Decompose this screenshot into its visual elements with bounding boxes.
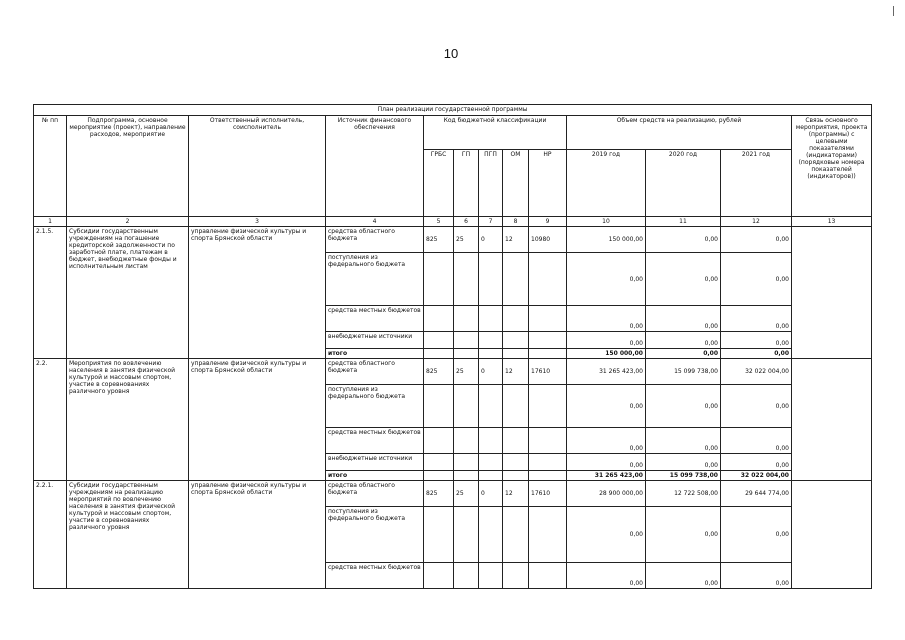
gp-cell xyxy=(454,507,479,563)
nr-cell xyxy=(529,253,567,306)
gp-cell xyxy=(454,428,479,454)
pgp-cell xyxy=(479,428,503,454)
gp-cell xyxy=(454,306,479,332)
col-number: 5 xyxy=(424,217,454,227)
gp-cell xyxy=(454,332,479,349)
col-number: 7 xyxy=(479,217,503,227)
col-number: 2 xyxy=(67,217,189,227)
pgp-cell xyxy=(479,306,503,332)
table-row xyxy=(34,359,872,385)
grbs-cell: 825 xyxy=(424,359,454,385)
gp-cell: 25 xyxy=(454,227,479,253)
pgp-cell xyxy=(479,471,503,481)
om-cell: 12 xyxy=(503,359,529,385)
value-2019: 0,00 xyxy=(567,428,646,454)
om-cell xyxy=(503,349,529,359)
nr-cell xyxy=(529,563,567,589)
value-2019: 150 000,00 xyxy=(567,227,646,253)
link-cell xyxy=(792,359,872,481)
grbs-cell xyxy=(424,385,454,428)
source-cell: поступления из федерального бюджета xyxy=(326,253,424,306)
pgp-cell xyxy=(479,349,503,359)
col-number: 8 xyxy=(503,217,529,227)
gp-cell xyxy=(454,454,479,471)
source-cell: средства областного бюджета xyxy=(326,481,424,507)
header-link: Связь основного мероприятия, проекта (программы) с целевыми показателями (индикаторами) (порядковые номера показателей (индикаторов)) xyxy=(792,116,872,217)
value-2021: 0,00 xyxy=(721,563,792,589)
col-number: 11 xyxy=(646,217,721,227)
table-row xyxy=(34,227,872,253)
value-2020: 0,00 xyxy=(646,332,721,349)
header-grbs: ГРБС xyxy=(424,150,454,217)
header-budget-class: Код бюджетной классификации xyxy=(424,116,567,150)
header-num: № пп xyxy=(34,116,67,217)
column-numbers-row xyxy=(34,217,872,227)
gp-cell: 25 xyxy=(454,359,479,385)
pgp-cell: 0 xyxy=(479,227,503,253)
col-number: 6 xyxy=(454,217,479,227)
value-2020: 12 722 508,00 xyxy=(646,481,721,507)
value-2020: 0,00 xyxy=(646,385,721,428)
grbs-cell xyxy=(424,507,454,563)
col-number: 9 xyxy=(529,217,567,227)
header-2020: 2020 год xyxy=(646,150,721,217)
source-cell: средства местных бюджетов xyxy=(326,306,424,332)
col-number: 3 xyxy=(189,217,326,227)
value-2021: 0,00 xyxy=(721,385,792,428)
pgp-cell xyxy=(479,454,503,471)
pgp-cell xyxy=(479,507,503,563)
row-executor: управление физической культуры и спорта Брянской области xyxy=(189,359,326,481)
header-nr: НР xyxy=(529,150,567,217)
link-cell xyxy=(792,481,872,589)
value-2021: 0,00 xyxy=(721,349,792,359)
value-2021: 0,00 xyxy=(721,253,792,306)
source-cell: средства местных бюджетов xyxy=(326,428,424,454)
value-2020: 0,00 xyxy=(646,306,721,332)
value-2019: 31 265 423,00 xyxy=(567,471,646,481)
col-number: 13 xyxy=(792,217,872,227)
value-2019: 0,00 xyxy=(567,385,646,428)
row-name: Субсидии государственным учреждениям на погашение кредиторской задолженности по заработной плате, платежам в бюджет, внебюджетные фонды и исполнительным листам xyxy=(67,227,189,359)
gp-cell: 25 xyxy=(454,481,479,507)
pgp-cell xyxy=(479,385,503,428)
pgp-cell: 0 xyxy=(479,359,503,385)
header-pgp: ПГП xyxy=(479,150,503,217)
col-number: 4 xyxy=(326,217,424,227)
col-number: 12 xyxy=(721,217,792,227)
value-2021: 0,00 xyxy=(721,454,792,471)
value-2020: 0,00 xyxy=(646,428,721,454)
plan-table xyxy=(33,104,872,589)
nr-cell: 10980 xyxy=(529,227,567,253)
gp-cell xyxy=(454,563,479,589)
pgp-cell xyxy=(479,253,503,306)
grbs-cell xyxy=(424,563,454,589)
scan-edge-mark xyxy=(893,6,894,16)
table-title: План реализации государственной программы xyxy=(34,105,872,116)
value-2019: 0,00 xyxy=(567,306,646,332)
header-2021: 2021 год xyxy=(721,150,792,217)
value-2019: 28 900 000,00 xyxy=(567,481,646,507)
header-om: ОМ xyxy=(503,150,529,217)
om-cell xyxy=(503,563,529,589)
row-number: 2.1.5. xyxy=(34,227,67,359)
om-cell: 12 xyxy=(503,481,529,507)
row-name: Мероприятия по вовлечению населения в занятия физической культурой и массовым спортом, участие в соревнованиях различного уровня xyxy=(67,359,189,481)
row-name: Субсидии государственным учреждениям на реализацию мероприятий по вовлечению населения в занятия физической культурой и массовым спортом, участие в соревнованиях различного уровня xyxy=(67,481,189,589)
row-executor: управление физической культуры и спорта Брянской области xyxy=(189,481,326,589)
link-cell xyxy=(792,227,872,359)
value-2021: 0,00 xyxy=(721,227,792,253)
source-cell: поступления из федерального бюджета xyxy=(326,507,424,563)
value-2020: 15 099 738,00 xyxy=(646,359,721,385)
value-2019: 150 000,00 xyxy=(567,349,646,359)
nr-cell xyxy=(529,454,567,471)
gp-cell xyxy=(454,253,479,306)
value-2021: 32 022 004,00 xyxy=(721,471,792,481)
grbs-cell xyxy=(424,428,454,454)
grbs-cell xyxy=(424,471,454,481)
value-2019: 0,00 xyxy=(567,454,646,471)
value-2020: 0,00 xyxy=(646,253,721,306)
header-subprogram: Подпрограмма, основное мероприятие (проект), направление расходов, мероприятие xyxy=(67,116,189,217)
value-2019: 0,00 xyxy=(567,253,646,306)
value-2020: 0,00 xyxy=(646,349,721,359)
grbs-cell xyxy=(424,253,454,306)
header-source: Источник финансового обеспечения xyxy=(326,116,424,217)
header-gp: ГП xyxy=(454,150,479,217)
col-number: 1 xyxy=(34,217,67,227)
source-cell: средства местных бюджетов xyxy=(326,563,424,589)
source-cell: внебюджетные источники xyxy=(326,332,424,349)
nr-cell xyxy=(529,428,567,454)
om-cell xyxy=(503,428,529,454)
table-row xyxy=(34,481,872,507)
value-2020: 0,00 xyxy=(646,507,721,563)
grbs-cell: 825 xyxy=(424,227,454,253)
nr-cell xyxy=(529,306,567,332)
pgp-cell xyxy=(479,563,503,589)
value-2019: 31 265 423,00 xyxy=(567,359,646,385)
page-number: 10 xyxy=(443,46,459,61)
nr-cell: 17610 xyxy=(529,481,567,507)
nr-cell xyxy=(529,471,567,481)
value-2021: 29 644 774,00 xyxy=(721,481,792,507)
value-2021: 0,00 xyxy=(721,507,792,563)
value-2019: 0,00 xyxy=(567,332,646,349)
om-cell xyxy=(503,385,529,428)
pgp-cell: 0 xyxy=(479,481,503,507)
om-cell xyxy=(503,306,529,332)
value-2020: 0,00 xyxy=(646,227,721,253)
header-2019: 2019 год xyxy=(567,150,646,217)
om-cell xyxy=(503,507,529,563)
value-2019: 0,00 xyxy=(567,507,646,563)
source-cell: поступления из федерального бюджета xyxy=(326,385,424,428)
nr-cell xyxy=(529,507,567,563)
pgp-cell xyxy=(479,332,503,349)
source-cell: итого xyxy=(326,471,424,481)
value-2019: 0,00 xyxy=(567,563,646,589)
nr-cell xyxy=(529,349,567,359)
value-2020: 0,00 xyxy=(646,454,721,471)
nr-cell xyxy=(529,332,567,349)
grbs-cell xyxy=(424,349,454,359)
om-cell: 12 xyxy=(503,227,529,253)
value-2021: 32 022 004,00 xyxy=(721,359,792,385)
source-cell: средства областного бюджета xyxy=(326,359,424,385)
value-2021: 0,00 xyxy=(721,332,792,349)
row-executor: управление физической культуры и спорта Брянской области xyxy=(189,227,326,359)
row-number: 2.2. xyxy=(34,359,67,481)
gp-cell xyxy=(454,471,479,481)
grbs-cell: 825 xyxy=(424,481,454,507)
value-2021: 0,00 xyxy=(721,428,792,454)
source-cell: средства областного бюджета xyxy=(326,227,424,253)
om-cell xyxy=(503,471,529,481)
om-cell xyxy=(503,253,529,306)
nr-cell: 17610 xyxy=(529,359,567,385)
value-2020: 15 099 738,00 xyxy=(646,471,721,481)
source-cell: внебюджетные источники xyxy=(326,454,424,471)
om-cell xyxy=(503,332,529,349)
row-number: 2.2.1. xyxy=(34,481,67,589)
gp-cell xyxy=(454,385,479,428)
grbs-cell xyxy=(424,306,454,332)
source-cell: итого xyxy=(326,349,424,359)
header-volume: Объем средств на реализацию, рублей xyxy=(567,116,792,150)
value-2020: 0,00 xyxy=(646,563,721,589)
grbs-cell xyxy=(424,332,454,349)
gp-cell xyxy=(454,349,479,359)
grbs-cell xyxy=(424,454,454,471)
nr-cell xyxy=(529,385,567,428)
col-number: 10 xyxy=(567,217,646,227)
om-cell xyxy=(503,454,529,471)
value-2021: 0,00 xyxy=(721,306,792,332)
header-executor: Ответственный исполнитель, соисполнитель xyxy=(189,116,326,217)
